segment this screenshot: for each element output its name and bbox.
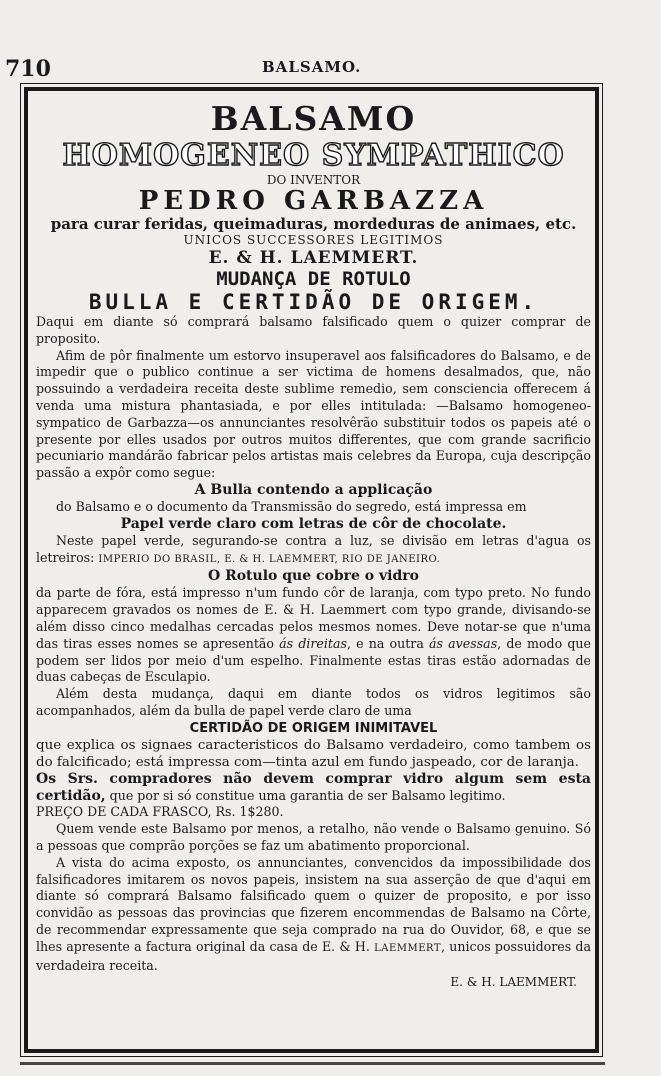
paragraph-1: Afim de pôr finalmente um estorvo insuperavel aos falsificadores do Balsamo, e de impedir que o publico continue a ser victima de homens desalmados, que, não possuindo a verdadeira receita deste sublime remedio, sem consciencia offerecem á venda uma mistura phantasiada, e por elles intitulada: —Balsamo homogeneo-sympatico de Garbazza—os annunciantes resolvêrão substituir todos os papeis até o presente por elles usados por outros muitos differentes, que com grande sacrificio pecuniario mandárão fabricar pelos artistas mais celebres da Europa, cuja descripção passão a expôr como segue: bbox=[36, 347, 591, 481]
watermark-text: IMPERIO DO BRASIL, E. & H. LAEMMERT, RIO DE JANEIRO. bbox=[98, 553, 441, 565]
inventor-label: DO INVENTOR bbox=[266, 173, 361, 187]
paragraph-3 bbox=[36, 533, 591, 569]
inventor-name: PEDRO GARBAZZA bbox=[138, 186, 489, 216]
price-line: PREÇO DE CADA FRASCO, Rs. 1$280. bbox=[36, 804, 284, 820]
p9-smallcaps: LAEMMERT bbox=[374, 942, 442, 954]
p4-c: , de modo que podem ser lidos por meio d'um espelho. Finalmente estas tiras estão adornadas de duas cabeças de Esculapio. bbox=[36, 635, 591, 685]
p4-b: , e na outra bbox=[346, 635, 424, 651]
heading-bulla: A Bulla contendo a applicação bbox=[194, 481, 433, 498]
p9-a: A vista do acima exposto, os annunciantes, convencidos da impossibilidade dos falsificadores imitarem os novos papeis, insistem na sua asserção de que d'aqui em diante só comprará Balsamo falsificado quem o quizer de proposito, e por isso convidão as pessoas das provincias que fizerem encommendas de Balsamo na Côrte, de recommendar expressamente que seja comprado na rua do Ouvidor, 68, e que se lhes apresente a factura original da casa de E. & H. bbox=[36, 854, 591, 954]
heading-papel: Papel verde claro com letras de côr de chocolate. bbox=[120, 515, 507, 532]
paragraph-4 bbox=[36, 585, 591, 686]
p4-italic-2: ás avessas bbox=[429, 635, 498, 651]
signature: E. & H. LAEMMERT. bbox=[450, 975, 577, 990]
page-number: 710 bbox=[5, 56, 51, 82]
heading-rotulo: O Rotulo que cobre o vidro bbox=[208, 568, 419, 585]
warning-rest: que por si só constitue uma garantia de ser Balsamo legitimo. bbox=[105, 787, 506, 803]
paragraph-6: que explica os signaes caracteristicos do Balsamo verdadeiro, como tambem os do falcificado; está impressa com—tinta azul em fundo jaspeado, cor de laranja. bbox=[36, 737, 591, 770]
heading-certidao: CERTIDÃO DE ORIGEM INIMITAVEL bbox=[189, 720, 438, 736]
p4-a: da parte de fóra, está impresso n'um fundo côr de laranja, com typo preto. No fundo apparecem gravados os nomes de E. & H. Laemmert com typo grande, divisando-se além disso cinco medalhas cercadas pelos mesmos nomes. Deve notar-se que n'uma das tiras esses nomes se apresentão bbox=[36, 585, 591, 651]
warning-bold: Os Srs. compradores não devem comprar vidro algum sem esta certidão, bbox=[36, 770, 591, 804]
paragraph-3-text: Neste papel verde, segurando-se contra a luz, se divisão em letras d'agua os letreiros: bbox=[36, 532, 591, 565]
bulla-title: BULLA E CERTIDÃO DE ORIGEM. bbox=[88, 290, 539, 314]
paragraph-5: Além desta mudança, daqui em diante todos os vidros legitimos são acompanhados, além da bulla de papel verde claro de uma bbox=[36, 686, 591, 718]
running-head: BALSAMO. bbox=[262, 58, 362, 76]
ad-subtitle: HOMOGENEO SYMPATHICO bbox=[62, 138, 565, 173]
purpose-line: para curar feridas, queimaduras, mordeduras de animaes, etc. bbox=[50, 215, 577, 233]
paragraph-2: do Balsamo e o documento da Transmissão do segredo, está impressa em bbox=[56, 498, 527, 514]
intro-paragraph: Daqui em diante só comprará balsamo falsificado quem o quizer comprar de proposito. bbox=[36, 314, 591, 346]
paragraph-8: Quem vende este Balsamo por menos, a retalho, não vende o Balsamo genuino. Só a pessoas que comprão porções se faz um abatimento proporcional. bbox=[36, 821, 591, 853]
successors-label: UNICOS SUCCESSORES LEGITIMOS bbox=[183, 233, 444, 247]
successors-name: E. & H. LAEMMERT. bbox=[208, 248, 419, 268]
paragraph-9 bbox=[36, 855, 591, 975]
p9-b: , unicos possuidores da verdadeira receita. bbox=[36, 938, 591, 973]
bottom-rule bbox=[20, 1062, 605, 1065]
ad-title: BALSAMO bbox=[210, 99, 417, 138]
advertisement-content bbox=[36, 99, 591, 1044]
p4-italic-1: ás direitas bbox=[279, 635, 347, 651]
paragraph-7 bbox=[36, 771, 591, 805]
change-title: MUDANÇA DE ROTULO bbox=[216, 268, 411, 290]
